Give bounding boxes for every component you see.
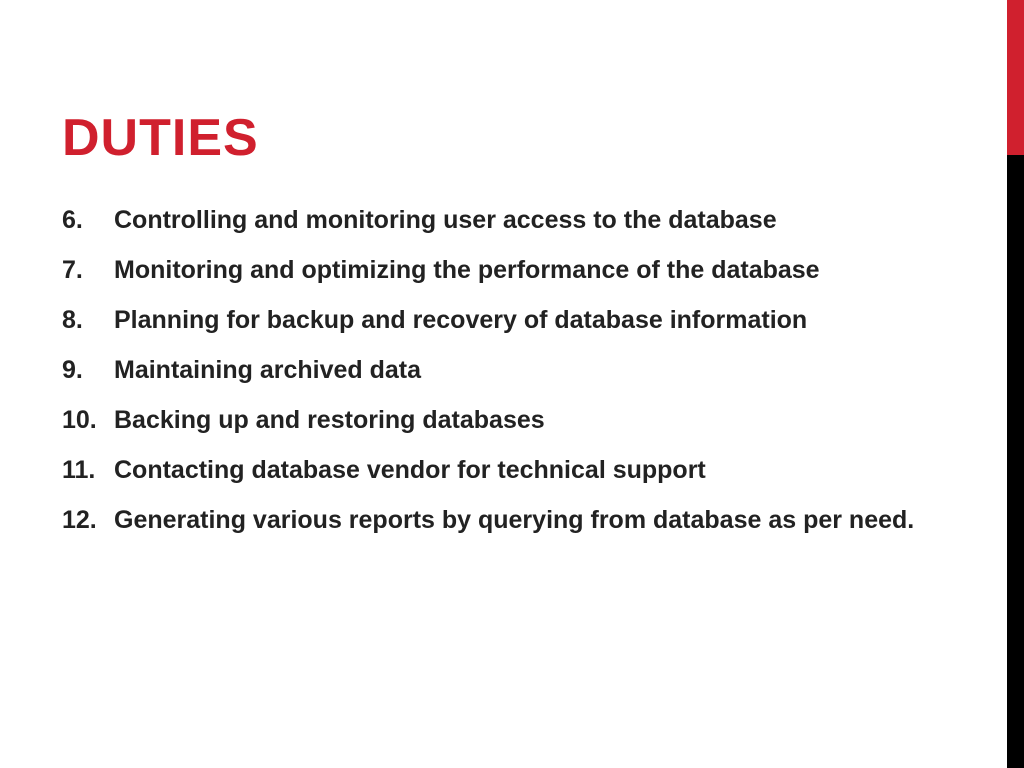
duties-list — [62, 203, 942, 553]
list-item — [62, 203, 942, 237]
list-item — [62, 503, 942, 537]
item-number: 7. — [62, 256, 83, 284]
accent-bar-red — [1007, 0, 1024, 155]
item-text: Planning for backup and recovery of database information — [114, 306, 808, 334]
slide-title: DUTIES — [62, 109, 259, 167]
list-item — [62, 453, 942, 487]
item-text: Controlling and monitoring user access to the database — [114, 206, 777, 234]
list-item — [62, 303, 942, 337]
item-text: Contacting database vendor for technical support — [114, 456, 706, 484]
list-item — [62, 403, 942, 437]
item-number: 12. — [62, 506, 97, 534]
item-text: Maintaining archived data — [114, 356, 422, 384]
item-number: 10. — [62, 406, 97, 434]
list-item — [62, 253, 942, 287]
item-number: 6. — [62, 206, 83, 234]
item-text: Generating various reports by querying from database as per need. — [114, 506, 915, 534]
list-item — [62, 353, 942, 387]
item-text: Monitoring and optimizing the performance of the database — [114, 256, 820, 284]
item-number: 9. — [62, 356, 83, 384]
item-number: 11. — [62, 456, 96, 484]
item-text: Backing up and restoring databases — [114, 406, 545, 434]
item-number: 8. — [62, 306, 83, 334]
accent-bar-black — [1007, 155, 1024, 768]
